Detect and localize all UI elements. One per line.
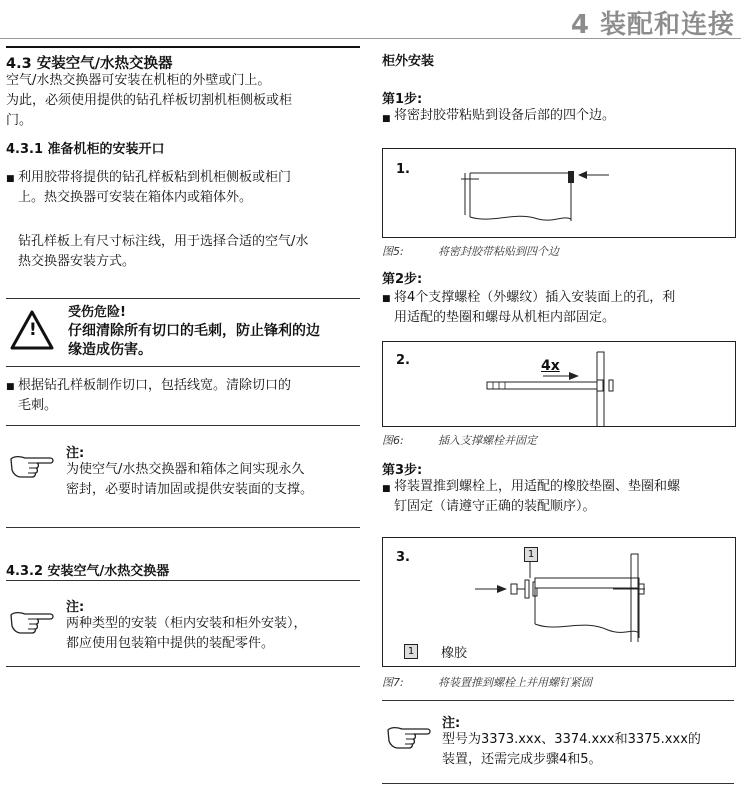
- figure-7-caption: 将装置推到螺栓上并用螺钉紧固: [438, 676, 592, 689]
- step-1-bullet: ■: [382, 114, 391, 124]
- note-1-title: 注:: [66, 446, 85, 461]
- figure-5-caption: 将密封胶带粘贴到四个边: [438, 245, 559, 258]
- figure-6-caption: 插入支撑螺栓并固定: [438, 434, 537, 447]
- note-3-title: 注:: [442, 716, 461, 731]
- bullet-2-text: 根据钻孔样板制作切口，包括线宽。清除切口的 毛刺。: [18, 378, 292, 413]
- rubber-callout: 1: [524, 547, 538, 562]
- template-paragraph: 钻孔样板上有尺寸标注线，用于选择合适的空气/水 热交换器安装方式。: [18, 234, 309, 269]
- step-1-title: 第1步:: [382, 92, 423, 107]
- note-3-top-rule: [382, 700, 734, 701]
- warning-bottom-rule: [6, 366, 360, 367]
- warning-text: 受伤危险! 仔细清除所有切口的毛刺，防止锋利的边 缘造成伤害。: [68, 305, 320, 358]
- legend-rubber-label: 橡胶: [441, 646, 468, 661]
- figure-5-number: 1.: [396, 162, 410, 177]
- warning-exclamation: !: [29, 320, 37, 340]
- section-4-3-title: 4.3 安装空气/水热交换器: [6, 56, 173, 72]
- note-2-text: 两种类型的安装（柜内安装和柜外安装）， 都应使用包装箱中提供的装配零件。: [66, 616, 307, 651]
- figure-6-drawing: [383, 342, 735, 426]
- note-1-top-rule: [6, 425, 360, 426]
- section-4-3-2-title: 4.3.2 安装空气/水热交换器: [6, 564, 170, 579]
- bullet-1-marker: ■: [6, 174, 15, 184]
- section-4-3-intro: 空气/水热交换器可安装在机柜的外壁或门上。 为此，必须使用提供的钻孔样板切割机柜侧板或柜 门。: [6, 73, 293, 128]
- figure-7-number: 3.: [396, 550, 410, 565]
- note-2-bottom-rule: [6, 666, 360, 667]
- figure-5-drawing: [383, 149, 735, 237]
- step-1-text: 将密封胶带粘贴到设备后部的四个边。: [394, 108, 616, 123]
- section-4-3-1-title: 4.3.1 准备机柜的安装开口: [6, 142, 165, 157]
- note-1-text: 为使空气/水热交换器和箱体之间实现永久 密封，必要时请加固或提供安装面的支撑。: [66, 462, 314, 497]
- note-2-title: 注:: [66, 600, 85, 615]
- figure-5-caption-number: 图5:: [382, 245, 404, 258]
- figure-7-caption-number: 图7:: [382, 676, 404, 689]
- figure-6-caption-number: 图6:: [382, 434, 404, 447]
- step-2-bullet: ■: [382, 294, 391, 304]
- figure-6-number: 2.: [396, 353, 410, 368]
- chapter-title: 4 装配和连接: [570, 10, 735, 40]
- pointing-hand-icon: [8, 451, 58, 477]
- step-3-bullet: ■: [382, 484, 391, 494]
- figure-5: [382, 148, 736, 238]
- note-3-bottom-rule: [382, 783, 734, 784]
- step-3-title: 第3步:: [382, 463, 423, 478]
- figure-6: [382, 341, 736, 427]
- note-3-text: 型号为3373.xxx、3374.xxx和3375.xxx的 装置，还需完成步骤4和5。: [442, 732, 701, 767]
- legend-callout: 1: [404, 644, 418, 659]
- figure-7-drawing: [383, 538, 735, 666]
- section-4-3-2-rule: [6, 580, 360, 581]
- pointing-hand-icon: [8, 607, 58, 633]
- pointing-hand-icon: [385, 722, 435, 748]
- step-2-text: 将4个支撑螺栓（外螺纹）插入安装面上的孔，利 用适配的垫圈和螺母从机柜内部固定。: [394, 290, 676, 325]
- note-1-bottom-rule: [6, 527, 360, 528]
- quantity-4x-label: 4x: [541, 358, 560, 374]
- step-3-text: 将装置推到螺栓上，用适配的橡胶垫圈、垫圈和螺 钉固定（请遵守正确的装配顺序）。: [394, 479, 681, 514]
- bullet-2-marker: ■: [6, 382, 15, 392]
- step-2-title: 第2步:: [382, 272, 423, 287]
- figure-7: [382, 537, 736, 667]
- outside-mount-heading: 柜外安装: [382, 54, 435, 69]
- bullet-1-text: 利用胶带将提供的钻孔样板粘到机柜侧板或柜门 上。热交换器可安装在箱体内或箱体外。: [18, 170, 292, 205]
- section-top-rule: [6, 46, 360, 48]
- warning-top-rule: [6, 298, 360, 299]
- header-rule: [0, 38, 741, 39]
